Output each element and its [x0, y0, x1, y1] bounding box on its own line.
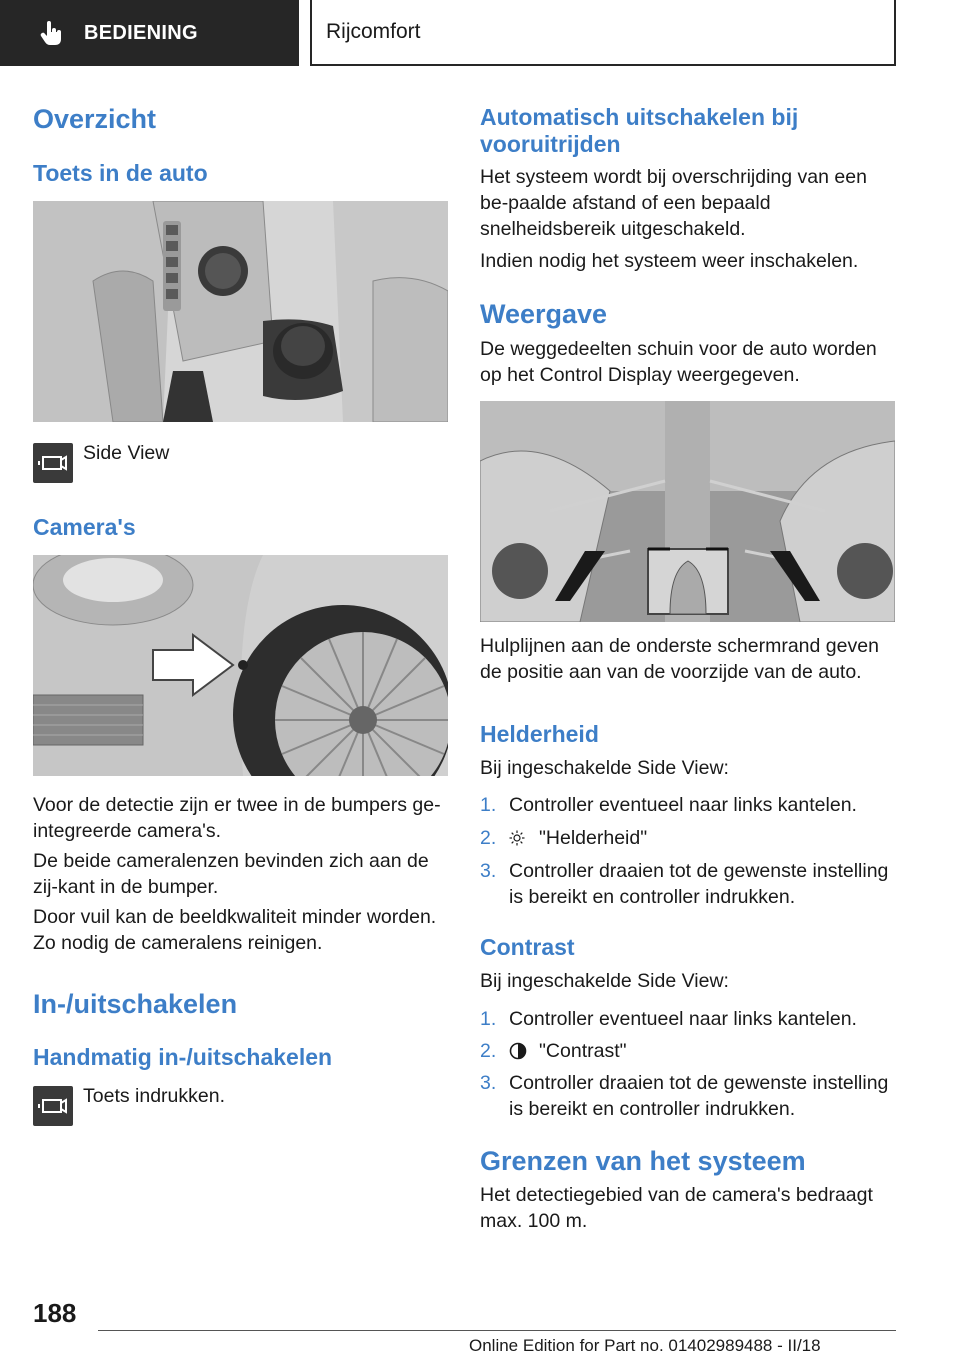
step-number: 1. — [480, 794, 497, 816]
helderheid-step-2 — [480, 825, 896, 851]
chapter-header — [310, 0, 896, 66]
cameras-paragraph-2: De beide cameralenzen bevinden zich aan de zij-kant in de bumper. — [33, 850, 429, 898]
section-tab[interactable] — [0, 0, 299, 66]
step-number: 2. — [480, 827, 497, 849]
heading-in-uitschakelen: In-/uitschakelen — [33, 989, 238, 1019]
page-number: 188 — [33, 1298, 77, 1328]
step-number: 3. — [480, 860, 497, 882]
contrast-step-3 — [480, 1070, 896, 1122]
figure-center-console — [33, 201, 448, 422]
weergave-paragraph: De weggedeelten schuin voor de auto worden op het Control Display weergegeven. — [480, 338, 877, 386]
hand-pointer-icon — [38, 19, 66, 47]
step-text: Controller draaien tot de gewenste instelling is bereikt en controller indrukken. — [509, 860, 889, 908]
helderheid-step-1 — [480, 792, 896, 818]
contrast-intro: Bij ingeschakelde Side View: — [480, 970, 729, 992]
helderheid-step-3 — [480, 858, 896, 910]
footer-divider — [98, 1330, 896, 1331]
heading-weergave: Weergave — [480, 299, 608, 329]
heading-grenzen: Grenzen van het systeem — [480, 1146, 806, 1176]
contrast-step-2 — [480, 1038, 896, 1064]
auto-paragraph-1: Het systeem wordt bij overschrijding van een be-paalde afstand of een bepaald snelheidsbereik uitgeschakeld. — [480, 166, 867, 240]
cameras-paragraph-1: Voor de detectie zijn er twee in de bumpers ge-integreerde camera's. — [33, 794, 441, 842]
step-number: 1. — [480, 1008, 497, 1030]
step-text: Controller draaien tot de gewenste instelling is bereikt en controller indrukken. — [509, 1072, 889, 1120]
step-number: 3. — [480, 1072, 497, 1094]
step-number: 2. — [480, 1040, 497, 1062]
side-view-button-icon — [33, 443, 73, 483]
heading-cameras: Camera's — [33, 514, 136, 540]
heading-contrast: Contrast — [480, 934, 575, 960]
helderheid-intro: Bij ingeschakelde Side View: — [480, 757, 729, 779]
side-view-button-icon-2 — [33, 1086, 73, 1126]
hulplijnen-paragraph: Hulplijnen aan de onderste schermrand geven de positie aan van de voorzijde van de auto. — [480, 635, 879, 683]
step-text: "Contrast" — [539, 1040, 627, 1062]
step-text: Controller eventueel naar links kantelen. — [509, 794, 857, 816]
toets-indrukken-text: Toets indrukken. — [83, 1085, 225, 1107]
chapter-title: Rijcomfort — [326, 20, 421, 43]
step-text: "Helderheid" — [539, 827, 648, 849]
step-text: Controller eventueel naar links kantelen. — [509, 1008, 857, 1030]
edition-note: Online Edition for Part no. 01402989488 - II/18 — [469, 1336, 821, 1355]
heading-overzicht: Overzicht — [33, 104, 157, 134]
auto-paragraph-2: Indien nodig het systeem weer inschakelen. — [480, 250, 859, 272]
heading-toets-in-de-auto: Toets in de auto — [33, 160, 208, 186]
heading-automatisch-uitschakelen: Automatisch uitschakelen bij vooruitrijden — [480, 104, 799, 157]
section-title: BEDIENING — [84, 21, 198, 44]
heading-handmatig: Handmatig in-/uitschakelen — [33, 1044, 333, 1070]
side-view-label: Side View — [83, 442, 170, 464]
heading-helderheid: Helderheid — [480, 721, 599, 747]
contrast-icon — [509, 1042, 527, 1060]
contrast-step-1 — [480, 1006, 896, 1032]
figure-bumper-camera — [33, 555, 448, 776]
sun-icon — [509, 830, 525, 846]
grenzen-paragraph: Het detectiegebied van de camera's bedraagt max. 100 m. — [480, 1184, 873, 1232]
cameras-paragraph-3: Door vuil kan de beeldkwaliteit minder worden. Zo nodig de cameralens reinigen. — [33, 906, 437, 954]
figure-side-view-display — [480, 401, 895, 622]
